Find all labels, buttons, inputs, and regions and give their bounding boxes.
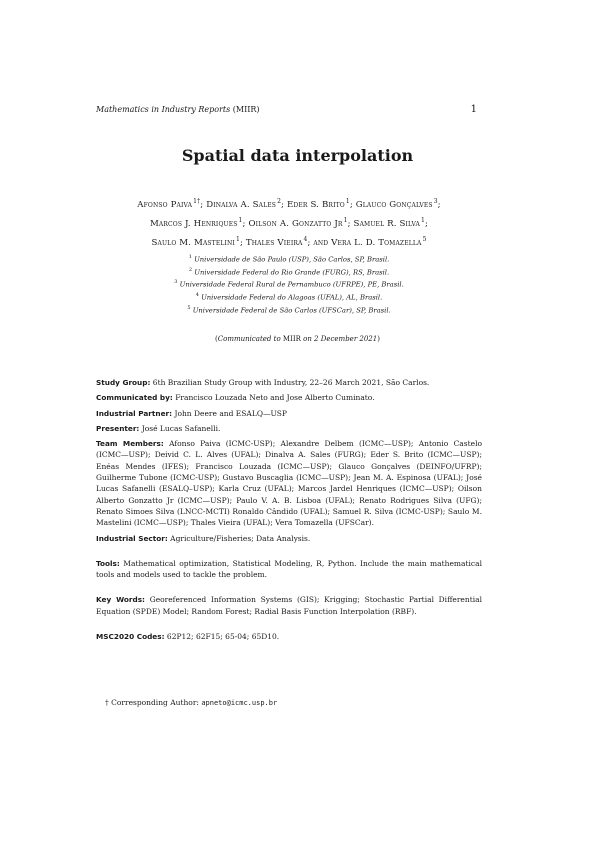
author-separator: ; — [437, 199, 441, 210]
affiliation — [96, 277, 482, 290]
paper-title: Spatial data interpolation — [181, 146, 414, 165]
author-name: Afonso Paiva — [137, 199, 193, 210]
affiliation-number: 4 — [195, 292, 199, 299]
journal-name: Mathematics in Industry Reports — [96, 105, 231, 114]
author-affil-mark: 1 — [238, 216, 243, 224]
footnote — [105, 698, 277, 707]
affiliation-list — [96, 252, 482, 315]
corresponding-email[interactable]: apneto@icmc.usp.br — [201, 699, 278, 707]
field-value: John Deere and ESALQ—USP — [174, 408, 287, 418]
tools-field — [96, 558, 482, 581]
author — [331, 235, 427, 248]
author — [149, 216, 246, 229]
field-value: 62P12; 62F15; 65-04; 65D10. — [166, 632, 280, 642]
author-name: Glauco Gonçalves — [355, 199, 433, 210]
author — [206, 200, 284, 210]
affiliation-text: Universidade Federal do Alagoas (UFAL), AL, Brasil. — [201, 293, 383, 302]
author-affil-mark: 1 — [235, 235, 240, 243]
author — [245, 235, 329, 248]
field-value: Agriculture/Fisheries; Data Analysis. — [170, 533, 311, 543]
footnote-label: Corresponding Author: — [111, 698, 199, 707]
footnote-mark: † — [105, 698, 109, 707]
author-separator: ; — [347, 218, 351, 229]
communicated-note: (Communicated to MIIR on 2 December 2021) — [215, 335, 380, 343]
author — [353, 216, 429, 229]
field-value: Georeferenced Information Systems (GIS); Krigging; Stochastic Partial Differential Equation (SPDE) Model; Random Forest; Radial Basis Function Interpolation (RBF). — [96, 595, 482, 616]
affiliation — [96, 252, 482, 265]
field-value: 6th Brazilian Study Group with Industry, 22–26 March 2021, São Carlos. — [152, 378, 430, 387]
field-label: Industrial Sector: — [96, 533, 168, 543]
communicated-journal: MIIR — [282, 335, 301, 343]
author — [356, 200, 441, 210]
study-group-field — [96, 377, 482, 388]
field-label: Communicated by: — [96, 393, 173, 403]
affiliation — [96, 265, 482, 278]
team-members-field — [96, 438, 482, 528]
field-value: Mathematical optimization, Statistical Modeling, R, Python. Include the main mathematical tools and models used to tackle the problem. — [96, 558, 482, 580]
affiliation-number: 1 — [188, 254, 192, 260]
field-label: Industrial Partner: — [96, 408, 173, 418]
running-header — [96, 105, 260, 114]
author-affil-mark: 3 — [433, 198, 438, 205]
author-list — [96, 194, 482, 251]
front-matter-fields — [96, 377, 482, 646]
affiliation-text: Universidade de São Paulo (USP), São Carlos, SP, Brasil. — [194, 255, 390, 264]
author-name: Thales Vieira — [245, 237, 303, 248]
author-separator: ; — [281, 199, 285, 210]
author-affil-mark: 1† — [193, 198, 201, 205]
communicated-by-field — [96, 392, 482, 403]
affiliation-number: 2 — [188, 266, 193, 273]
affiliation — [96, 290, 482, 303]
affiliation-text: Universidade Federal do Rio Grande (FURG), RS, Brasil. — [194, 267, 390, 276]
author — [248, 216, 351, 229]
author-name: Oilson A. Gonzatto Jr — [248, 218, 343, 229]
affiliation-number: 5 — [187, 304, 191, 311]
presenter-field — [96, 423, 482, 434]
field-label: Tools: — [96, 558, 120, 568]
affiliation-text: Universidade Federal de São Carlos (UFSCar), SP, Brasil. — [192, 305, 391, 314]
author — [151, 235, 243, 248]
journal-abbrev: (MIIR) — [232, 105, 260, 114]
industrial-partner-field — [96, 408, 482, 419]
author-name: Samuel R. Silva — [353, 218, 421, 229]
author-separator: ; — [242, 218, 246, 229]
field-label: Key Words: — [96, 595, 145, 605]
author-name: Dinalva A. Sales — [206, 199, 277, 210]
author-name: Eder S. Brito — [286, 199, 345, 210]
field-label: MSC2020 Codes: — [96, 632, 165, 642]
page-number: 1 — [470, 104, 477, 115]
affiliation-text: Universidade Federal Rural de Pernambuco (UFRPE), PE, Brasil. — [179, 280, 404, 289]
industrial-sector-field — [96, 533, 482, 544]
author-affil-mark: 1 — [345, 198, 350, 205]
communicated-date: on 2 December 2021 — [303, 335, 378, 343]
msc-codes-field — [96, 631, 482, 642]
field-label: Team Members: — [96, 439, 164, 449]
author-separator: ; and — [307, 237, 329, 248]
key-words-field — [96, 594, 482, 617]
field-value: Afonso Paiva (ICMC-USP); Alexandre Delbem (ICMC—USP); Antonio Castelo (ICMC—USP); Deivid C. L. Alves (UFAL); Dinalva A. Sales (FURG); Eder S. Brito (ICMC—USP); Enéas Mendes (IFES); Francisco Louzada (ICMC—USP); Glauco Gonçalves (DEINFO/UFRP); Guilherme Tubone (ICMC-USP); Gustavo Buscaglia (ICMC—USP); Jean M. A. Espinosa (UFAL); José Lucas Safanelli (ESALQ–USP); Karla Cruz (UFAL); Marcos Jardel Henriques (ICMC—USP); Oilson Alberto Gonzatto Jr (ICMC—USP); Paulo V. A. B. Lisboa (UFAL); Renato Rodrigues Silva (UFG); Renato Simoes Silva (LNCC-MCTI) Ronaldo Cândido (UFAL); Samuel R. Silva (ICMC-USP); Saulo M. Mastelini (ICMC—USP); Thales Vieira (UFAL); Vera Tomazella (UFSCar). — [96, 439, 482, 528]
author-name: Saulo M. Mastelini — [151, 237, 235, 248]
author-name: Vera L. D. Tomazella — [331, 237, 422, 248]
author-separator: ; — [239, 237, 243, 248]
author-affil-mark: 1 — [343, 216, 348, 224]
author-name: Marcos J. Henriques — [149, 218, 238, 229]
field-label: Presenter: — [96, 423, 140, 433]
field-label: Study Group: — [96, 378, 151, 387]
author — [137, 200, 203, 210]
field-value: Francisco Louzada Neto and Jose Alberto Cuminato. — [175, 393, 375, 403]
author-affil-mark: 2 — [277, 198, 282, 205]
author-separator: ; — [425, 218, 429, 229]
author — [287, 200, 353, 210]
author-affil-mark: 1 — [421, 216, 426, 224]
author-affil-mark: 4 — [303, 235, 308, 243]
field-value: José Lucas Safanelli. — [141, 423, 221, 433]
communicated-prefix: Communicated to — [217, 335, 281, 343]
author-affil-mark: 5 — [422, 235, 427, 243]
affiliation-number: 3 — [174, 279, 178, 286]
affiliation — [96, 303, 482, 316]
author-separator: ; — [349, 199, 353, 210]
author-separator: ; — [200, 199, 204, 210]
